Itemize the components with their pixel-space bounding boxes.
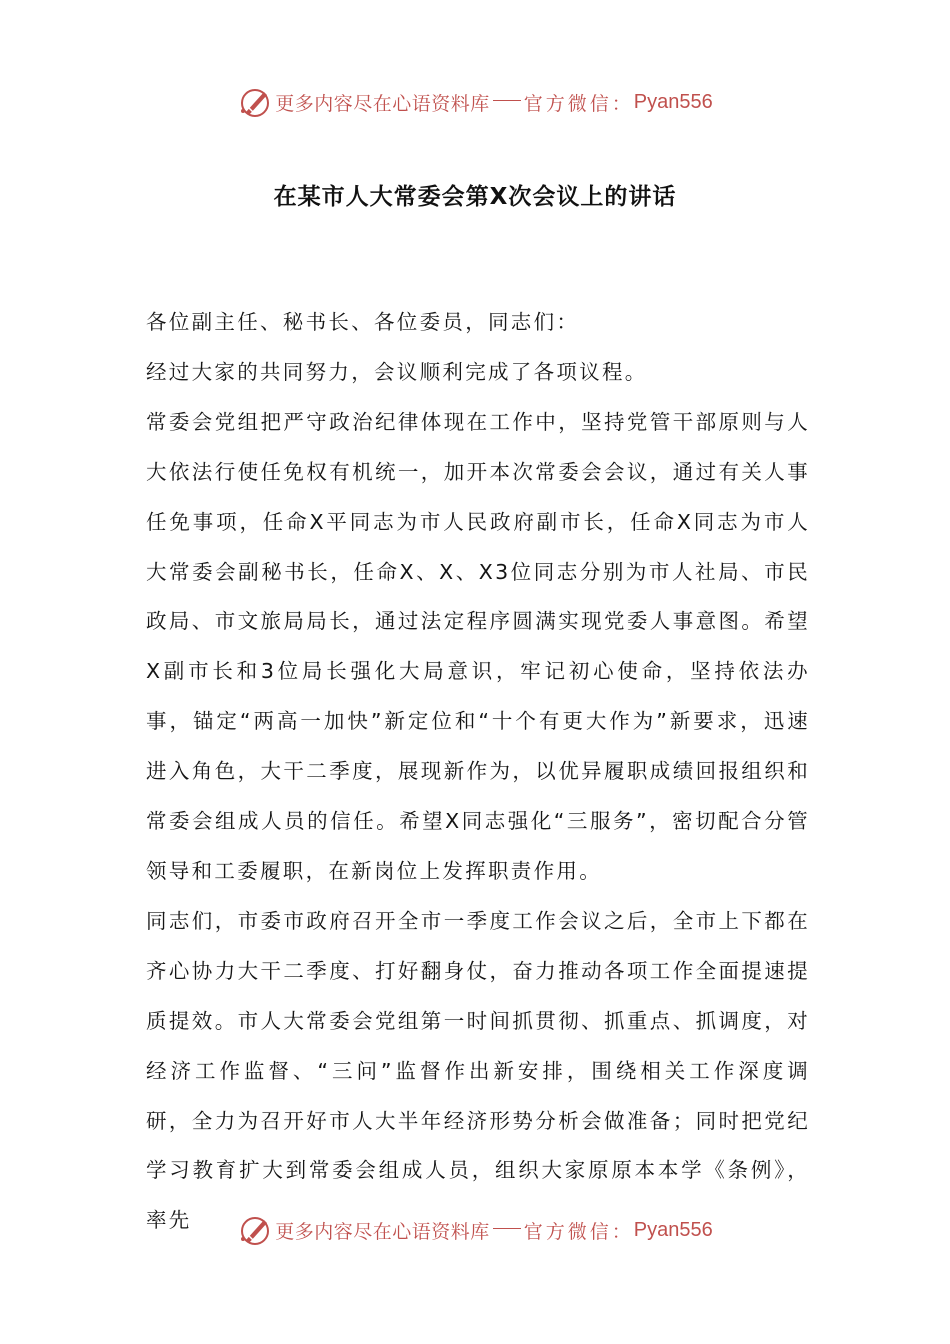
pen-circle-icon <box>237 1212 273 1248</box>
watermark-wechat-label: 官方微信： <box>523 1220 634 1243</box>
body-paragraph: 常委会党组把严守政治纪律体现在工作中，坚持党管干部原则与人大依法行使任免权有机统一，加开本次常委会会议，通过有关人事任免事项，任命X平同志为市人民政府副市长，任命X同志为市人大常委会副秘书长，任命X、X、X3位同志分别为市人社局、市民政局、市文旅局局长，通过法定程序圆满实现党委人事意图。希望X副市长和3位局长强化大局意识，牢记初心使命，坚持依法办事，锚定“两高一加快”新定位和“十个有更大作为”新要求，迅速进入角色，大干二季度，展现新作为，以优异履职成绩回报组织和常委会组成人员的信任。希望X同志强化“三服务”，密切配合分管领导和工委履职，在新岗位上发挥职责作用。 <box>146 409 810 883</box>
watermark-site-text: 更多内容尽在心语资料库 <box>275 92 490 115</box>
watermark-wechat-label: 官方微信： <box>523 92 634 115</box>
body-paragraph: 经过大家的共同努力，会议顺利完成了各项议程。 <box>146 359 648 384</box>
watermark-banner-bottom <box>0 1208 950 1252</box>
watermark-account: Pyan556 <box>633 1218 713 1241</box>
body-paragraph: 同志们，市委市政府召开全市一季度工作会议之后，全市上下都在齐心协力大干二季度、打好翻身仗，奋力推动各项工作全面提速提质提效。市人大常委会党组第一时间抓贯彻、抓重点、抓调度，对经济工作监督、“三问”监督作出新安排，围绕相关工作深度调研，全力为召开好市人大半年经济形势分析会做准备；同时把党纪学习教育扩大到常委会组成人员，组织大家原原本本学《条例》，率先 <box>146 908 810 1233</box>
pen-circle-icon <box>237 84 273 120</box>
watermark-site-text: 更多内容尽在心语资料库 <box>275 1220 490 1243</box>
document-title: 在某市人大常委会第X次会议上的讲话 <box>273 184 677 210</box>
watermark-dash <box>493 1228 521 1229</box>
salutation-paragraph: 各位副主任、秘书长、各位委员，同志们： <box>146 310 580 334</box>
document-body <box>146 298 810 1246</box>
watermark-banner-top <box>0 80 950 124</box>
watermark-dash <box>493 100 521 101</box>
watermark-account: Pyan556 <box>633 90 713 113</box>
